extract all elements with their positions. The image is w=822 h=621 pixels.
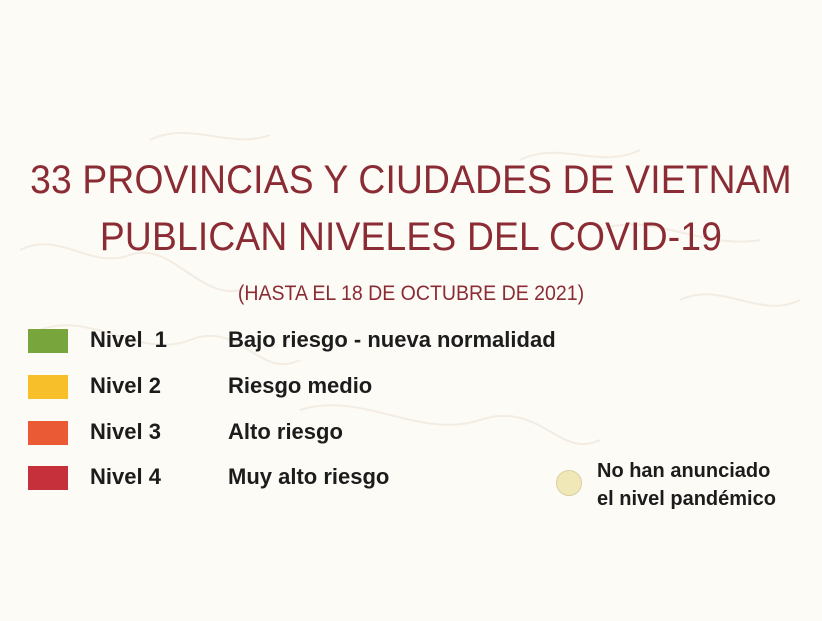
legend-description: Alto riesgo bbox=[228, 419, 343, 444]
legend-swatch-red bbox=[28, 466, 68, 490]
legend-level-label: Nivel 4 bbox=[90, 464, 161, 489]
legend-swatch-yellow bbox=[28, 375, 68, 399]
no-level-dot-icon bbox=[556, 470, 582, 496]
legend-item-nivel-2 bbox=[28, 373, 628, 403]
legend-level-label: Nivel 1 bbox=[90, 327, 168, 352]
legend-swatch-green bbox=[28, 329, 68, 353]
legend-swatch-orange bbox=[28, 421, 68, 445]
legend-description: Muy alto riesgo bbox=[228, 464, 390, 489]
legend-item-nivel-4 bbox=[28, 464, 628, 494]
page-subtitle: (HASTA EL 18 DE OCTUBRE DE 2021) bbox=[237, 282, 585, 305]
no-level-note-line-2: el nivel pandémico bbox=[597, 488, 776, 510]
legend-level-label: Nivel 3 bbox=[90, 419, 161, 444]
legend-item-nivel-3 bbox=[28, 419, 628, 449]
no-level-note-line-1: No han anunciado bbox=[597, 460, 771, 482]
legend-level-label: Nivel 2 bbox=[90, 373, 161, 398]
no-level-note bbox=[597, 457, 776, 513]
page-title-line-1: 33 PROVINCIAS Y CIUDADES DE VIETNAM bbox=[30, 158, 792, 202]
legend-description: Bajo riesgo - nueva normalidad bbox=[228, 327, 556, 352]
page-title-line-2: PUBLICAN NIVELES DEL COVID-19 bbox=[99, 215, 723, 259]
legend-description: Riesgo medio bbox=[228, 373, 373, 398]
legend-item-nivel-1 bbox=[28, 327, 628, 357]
